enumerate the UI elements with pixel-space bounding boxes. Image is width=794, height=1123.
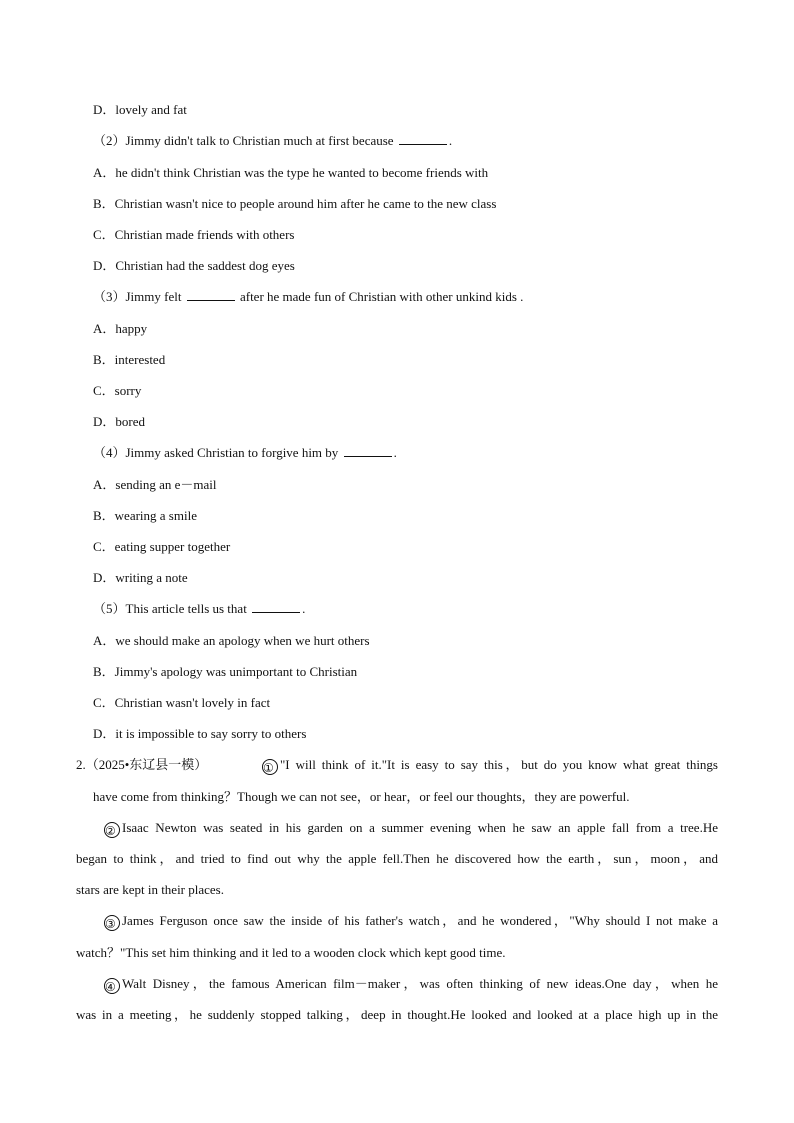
q1-s3-option-c: C．sorry xyxy=(93,383,142,398)
q1-s2-option-a: A．he didn't think Christian was the type he wanted to become friends with xyxy=(93,165,489,180)
stem-text: （3）Jimmy felt xyxy=(93,289,182,304)
q1-s2-option-d: D．Christian had the saddest dog eyes xyxy=(93,258,295,273)
stem-end: after he made fun of Christian with other unkind kids . xyxy=(239,289,524,304)
paragraph-number-3: ③ xyxy=(104,915,120,931)
paragraph-text: "I will think of it."It is easy to say this，but do you know what great things xyxy=(280,757,718,772)
q2-p3-line2: watch？"This set him thinking and it led to a wooden clock which kept good time. xyxy=(76,945,506,960)
q1-s1-option-d: D．lovely and fat xyxy=(93,102,187,117)
q1-s2-option-b: B．Christian wasn't nice to people around him after he came to the new class xyxy=(93,196,497,211)
q1-s4-option-b: B．wearing a smile xyxy=(93,508,197,523)
q1-s3-stem xyxy=(93,288,523,306)
q2-p2-line1 xyxy=(104,819,718,838)
q1-s3-option-d: D．bored xyxy=(93,414,145,429)
q2-p2-line3: stars are kept in their places. xyxy=(76,882,224,897)
q1-s5-option-a: A．we should make an apology when we hurt others xyxy=(93,633,370,648)
answer-blank xyxy=(399,132,447,145)
q2-p1-line2: have come from thinking？Though we can not see，or hear，or feel our thoughts，they are powerful. xyxy=(93,789,630,804)
paragraph-number-4: ④ xyxy=(104,978,120,994)
paragraph-number-2: ② xyxy=(104,822,120,838)
q2-p3-line1 xyxy=(104,912,718,931)
q1-s5-option-b: B．Jimmy's apology was unimportant to Christian xyxy=(93,664,358,679)
stem-text: （5）This article tells us that xyxy=(93,601,247,616)
stem-text: （2）Jimmy didn't talk to Christian much at first because xyxy=(93,133,394,148)
q1-s5-stem xyxy=(93,600,305,618)
stem-end: . xyxy=(302,601,306,616)
q1-s3-option-a: A．happy xyxy=(93,321,148,336)
stem-end: . xyxy=(393,445,397,460)
q1-s4-option-a: A．sending an e－mail xyxy=(93,477,217,492)
q2-p4-line1 xyxy=(104,975,718,994)
q1-s5-option-c: C．Christian wasn't lovely in fact xyxy=(93,695,271,710)
paragraph-text: Isaac Newton was seated in his garden on a summer evening when he saw an apple fall from a tree.He xyxy=(122,820,718,835)
q2-p4-line2: was in a meeting，he suddenly stopped talking，deep in thought.He looked and looked at a place high up in the xyxy=(76,1007,718,1022)
q1-s5-option-d: D．it is impossible to say sorry to others xyxy=(93,726,307,741)
answer-blank xyxy=(344,444,392,457)
answer-blank xyxy=(252,600,300,613)
stem-text: （4）Jimmy asked Christian to forgive him by xyxy=(93,445,339,460)
paragraph-text: Walt Disney，the famous American film－maker，was often thinking of new ideas.One day，when he xyxy=(122,976,718,991)
q2-number-source: 2.（2025•东辽县一模） xyxy=(76,757,208,772)
q1-s3-option-b: B．interested xyxy=(93,352,166,367)
q1-s2-option-c: C．Christian made friends with others xyxy=(93,227,295,242)
q1-s4-stem xyxy=(93,444,397,462)
paragraph-text: James Ferguson once saw the inside of his father's watch，and he wondered，"Why should I not make a xyxy=(122,913,718,928)
q1-s4-option-c: C．eating supper together xyxy=(93,539,231,554)
q1-s2-stem xyxy=(93,132,452,150)
q1-s4-option-d: D．writing a note xyxy=(93,570,188,585)
stem-end: . xyxy=(448,133,453,148)
q2-p2-line2: began to think，and tried to find out why the apple fell.Then he discovered how the earth，sun，moon，and xyxy=(76,851,718,866)
paragraph-number-1: ① xyxy=(262,759,278,775)
answer-blank xyxy=(187,288,235,301)
q2-p1-line1 xyxy=(262,756,718,775)
